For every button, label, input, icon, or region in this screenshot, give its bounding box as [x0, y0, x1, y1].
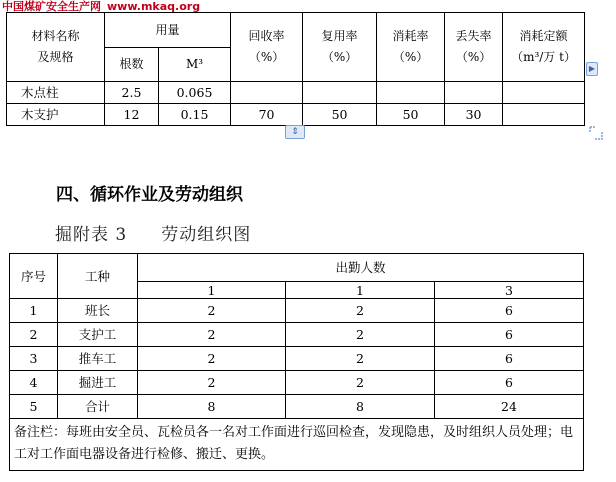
header-usage: 用量 [105, 13, 231, 48]
cell-job: 班长 [58, 299, 138, 323]
cell-value: 2 [138, 299, 286, 323]
table-row [10, 347, 584, 371]
cell-reuse: 50 [303, 104, 377, 126]
header-loss: 丢失率 （%） [445, 13, 503, 82]
table-row [10, 323, 584, 347]
cell-value: 6 [435, 299, 584, 323]
cell-reuse [303, 82, 377, 104]
header-seq: 序号 [10, 254, 58, 299]
cell-value: 2 [286, 371, 435, 395]
table-caption [55, 220, 251, 245]
header-quota: 消耗定额 （m³/万 t） [503, 13, 585, 82]
cell-count: 12 [105, 104, 159, 126]
table-row [10, 371, 584, 395]
table-row [10, 299, 584, 323]
cell-value: 2 [138, 323, 286, 347]
cell-value: 6 [435, 371, 584, 395]
labor-organization-table [9, 253, 584, 471]
cell-quota [503, 82, 585, 104]
cell-seq: 5 [10, 395, 58, 419]
cell-recovery [231, 82, 303, 104]
cell-value: 6 [435, 323, 584, 347]
cell-seq: 3 [10, 347, 58, 371]
table-row [7, 82, 585, 104]
cell-count: 2.5 [105, 82, 159, 104]
table-row [10, 395, 584, 419]
header-material: 材料名称 及规格 [7, 13, 105, 82]
header-volume: M³ [159, 48, 231, 82]
caption-label: 掘附表 3 [55, 225, 128, 245]
section-title: 四、循环作业及劳动组织 [56, 185, 243, 205]
cell-quota [503, 104, 585, 126]
cell-name: 木点柱 [7, 82, 105, 104]
material-consumption-table [6, 12, 585, 126]
caption-name: 劳动组织图 [161, 225, 252, 245]
watermark-site-name: 中国煤矿安全生产网 [2, 0, 101, 13]
cell-value: 8 [138, 395, 286, 419]
cell-value: 2 [286, 323, 435, 347]
header-count: 根数 [105, 48, 159, 82]
header-consumption: 消耗率 （%） [377, 13, 445, 82]
cell-seq: 2 [10, 323, 58, 347]
cell-recovery: 70 [231, 104, 303, 126]
cell-value: 6 [435, 347, 584, 371]
cell-job: 支护工 [58, 323, 138, 347]
cell-job: 推车工 [58, 347, 138, 371]
cell-consumption [377, 82, 445, 104]
cell-volume: 0.15 [159, 104, 231, 126]
cell-value: 2 [286, 347, 435, 371]
cell-value: 8 [286, 395, 435, 419]
header-shift: 1 [138, 282, 286, 299]
cell-value: 2 [138, 371, 286, 395]
column-resize-handle[interactable]: ▶ [586, 62, 598, 76]
note-text: 备注栏：每班由安全员、瓦检员各一名对工作面进行巡回检查，发现隐患，及时组织人员处理；电工对工作面电器设备进行检修、搬迁、更换。 [10, 419, 584, 471]
cell-volume: 0.065 [159, 82, 231, 104]
cell-value: 2 [286, 299, 435, 323]
header-shift: 1 [286, 282, 435, 299]
cell-job: 合计 [58, 395, 138, 419]
table-row [7, 104, 585, 126]
header-recovery: 回收率 （%） [231, 13, 303, 82]
cell-consumption: 50 [377, 104, 445, 126]
cell-job: 掘进工 [58, 371, 138, 395]
cell-loss [445, 82, 503, 104]
header-shift: 3 [435, 282, 584, 299]
watermark-site-url: www.mkaq.org [107, 0, 201, 13]
header-attendance: 出勤人数 [138, 254, 584, 282]
header-reuse: 复用率 （%） [303, 13, 377, 82]
cell-seq: 1 [10, 299, 58, 323]
table-corner-handle-icon[interactable] [589, 126, 603, 140]
cell-seq: 4 [10, 371, 58, 395]
cell-value: 2 [138, 347, 286, 371]
row-resize-handle[interactable]: ⇕ [285, 125, 305, 139]
cell-name: 木支护 [7, 104, 105, 126]
note-row [10, 419, 584, 471]
table2-header-row [10, 254, 584, 282]
cell-loss: 30 [445, 104, 503, 126]
cell-value: 24 [435, 395, 584, 419]
table1-header-row [7, 13, 585, 48]
header-job: 工种 [58, 254, 138, 299]
